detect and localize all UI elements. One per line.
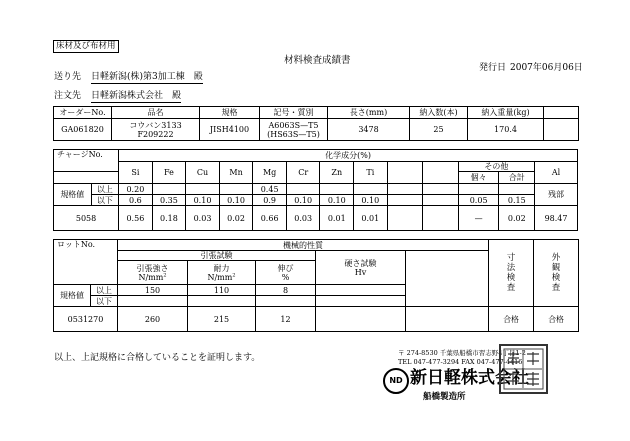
min-strength: 150: [118, 285, 188, 296]
issue-date: 2007年06月06日: [510, 63, 583, 73]
header-length: 長さ(mm): [328, 107, 410, 119]
blank-cell: [387, 162, 423, 184]
blank-cell: [54, 172, 119, 184]
blank-cell: [423, 162, 459, 184]
lot-no-label: ロットNo.: [54, 240, 118, 285]
el-cu: Cu: [186, 162, 220, 184]
act-yield: 215: [188, 307, 256, 332]
document-title: 材料検査成績書: [284, 55, 351, 66]
act-al: 98.47: [535, 206, 578, 231]
other-header: その他: [458, 162, 534, 172]
header-order-no: オーダーNo.: [54, 107, 112, 119]
min-mn: [219, 184, 253, 195]
blank-cell: [387, 184, 423, 195]
chemical-table: [53, 149, 578, 231]
max-cr: 0.10: [286, 195, 320, 206]
act-total: 0.02: [499, 206, 535, 231]
lot-no: 0531270: [54, 307, 118, 332]
elongation-unit: %: [281, 272, 290, 282]
header-blank: [544, 107, 579, 119]
dimension-inspection-label: 寸法検査: [489, 240, 534, 307]
blank-cell: [316, 296, 406, 307]
el-mn: Mn: [219, 162, 253, 184]
yield-label: 耐力: [213, 263, 230, 273]
el-al: Al: [535, 162, 578, 184]
upper-label: 以上: [91, 285, 118, 296]
max-mg: 0.9: [253, 195, 287, 206]
min-fe: [152, 184, 186, 195]
act-elongation: 12: [256, 307, 316, 332]
visual-result: 合格: [534, 307, 579, 332]
al-spec: 残部: [535, 184, 578, 206]
order-from-value: 日軽新潟株式会社 殿: [91, 91, 182, 101]
charge-no: 5058: [54, 206, 119, 231]
delivery-weight: 170.4: [468, 119, 544, 141]
order-from-label: 注文先: [54, 91, 82, 101]
max-ti: 0.10: [354, 195, 388, 206]
max-cu: 0.10: [186, 195, 220, 206]
elongation-header: [256, 261, 316, 285]
act-si: 0.56: [119, 206, 153, 231]
other-total: 合計: [499, 172, 535, 184]
min-cu: [186, 184, 220, 195]
product-name: [112, 119, 200, 141]
mech-header: 機械的性質: [118, 240, 489, 251]
spec-label: 規格値: [54, 285, 91, 307]
max-individual: 0.05: [458, 195, 499, 206]
min-si: 0.20: [119, 184, 153, 195]
tensile-header: 引張試験: [118, 251, 316, 261]
el-zn: Zn: [320, 162, 354, 184]
act-mn: 0.02: [219, 206, 253, 231]
ship-to-label: 送り先: [54, 72, 82, 82]
max-si: 0.6: [119, 195, 153, 206]
seal-pattern-icon: [501, 346, 546, 392]
blank-cell: [406, 307, 489, 332]
act-individual: —: [458, 206, 499, 231]
mechanical-table: [53, 239, 579, 332]
el-mg: Mg: [253, 162, 287, 184]
yield-header: 耐力 $N/mm^2$: [188, 261, 256, 285]
symbol-temper: [260, 119, 328, 141]
min-mg: 0.45: [253, 184, 287, 195]
act-cu: 0.03: [186, 206, 220, 231]
max-mn: 0.10: [219, 195, 253, 206]
header-standard: 規格: [200, 107, 260, 119]
blank-cell: [387, 206, 423, 231]
delivery-qty: 25: [410, 119, 468, 141]
product-line1: コウバン3133: [129, 120, 182, 130]
company-tel: TEL 047-477-3294 FAX 047-477-4416: [398, 358, 523, 366]
symbol-line1: A6063S—T5: [268, 120, 319, 130]
blank-cell: [423, 206, 459, 231]
symbol-line2: (HS63S—T5): [267, 129, 320, 139]
blank-cell: [387, 195, 423, 206]
min-ti: [354, 184, 388, 195]
certification-text: 以上、上記規格に合格していることを証明します。: [54, 353, 261, 363]
strength-header: 引張強さ $N/mm^2$: [118, 261, 188, 285]
spec-label: 規格値: [54, 184, 92, 206]
order-table: [53, 106, 579, 141]
issue-date-label: 発行日: [479, 63, 507, 73]
act-mg: 0.66: [253, 206, 287, 231]
el-si: Si: [119, 162, 153, 184]
act-fe: 0.18: [152, 206, 186, 231]
header-symbol: 記号・質別: [260, 107, 328, 119]
composition-header: 化学成分(%): [119, 150, 578, 162]
company-name: 新日軽株式会社: [410, 368, 529, 388]
company-seal-stamp: [499, 344, 548, 394]
el-ti: Ti: [354, 162, 388, 184]
header-product: 品名: [112, 107, 200, 119]
blank-cell: [544, 119, 579, 141]
min-cr: [286, 184, 320, 195]
blank-cell: [316, 285, 406, 296]
el-fe: Fe: [152, 162, 186, 184]
ship-to-value: 日軽新潟(株)第3加工棟 殿: [91, 72, 203, 82]
min-zn: [320, 184, 354, 195]
max-elongation: [256, 296, 316, 307]
blank-cell: [499, 184, 535, 195]
act-zn: 0.01: [320, 206, 354, 231]
header-weight: 納入重量(kg): [468, 107, 544, 119]
company-address: 〒 274-8530 千葉県船橋市習志野4丁目1-2: [398, 349, 526, 357]
standard: JISH4100: [200, 119, 260, 141]
order-no: GA061820: [54, 119, 112, 141]
hardness-label: 硬さ試験: [344, 258, 377, 268]
company-logo: ND: [383, 368, 409, 394]
elongation-label: 伸び: [277, 263, 294, 273]
hardness-unit: Hv: [354, 267, 367, 277]
min-elongation: 8: [256, 285, 316, 296]
min-yield: 110: [188, 285, 256, 296]
blank-cell: [423, 184, 459, 195]
el-cr: Cr: [286, 162, 320, 184]
hardness-header: [316, 251, 406, 285]
act-strength: 260: [118, 307, 188, 332]
blank-cell: [406, 251, 489, 307]
act-cr: 0.03: [286, 206, 320, 231]
visual-inspection-label: 外観検査: [534, 240, 579, 307]
other-individual: 個々: [458, 172, 499, 184]
strength-unit: N/mm: [138, 272, 164, 282]
blank-cell: [458, 184, 499, 195]
act-ti: 0.01: [354, 206, 388, 231]
max-yield: [188, 296, 256, 307]
max-fe: 0.35: [152, 195, 186, 206]
max-strength: [118, 296, 188, 307]
product-line2: F209222: [137, 129, 174, 139]
max-total: 0.15: [499, 195, 535, 206]
charge-no-label: チャージNo.: [54, 150, 119, 172]
strength-label: 引張強さ: [136, 263, 169, 273]
dimension-result: 合格: [489, 307, 534, 332]
lower-label: 以下: [91, 296, 118, 307]
usage-tag: 床材及び布材用: [53, 40, 119, 53]
length: 3478: [328, 119, 410, 141]
lower-label: 以下: [91, 195, 118, 206]
office-name: 船橋製造所: [423, 392, 466, 402]
max-zn: 0.10: [320, 195, 354, 206]
header-qty: 納入数(本): [410, 107, 468, 119]
upper-label: 以上: [91, 184, 118, 195]
act-hardness: [316, 307, 406, 332]
yield-unit: N/mm: [207, 272, 233, 282]
blank-cell: [423, 195, 459, 206]
